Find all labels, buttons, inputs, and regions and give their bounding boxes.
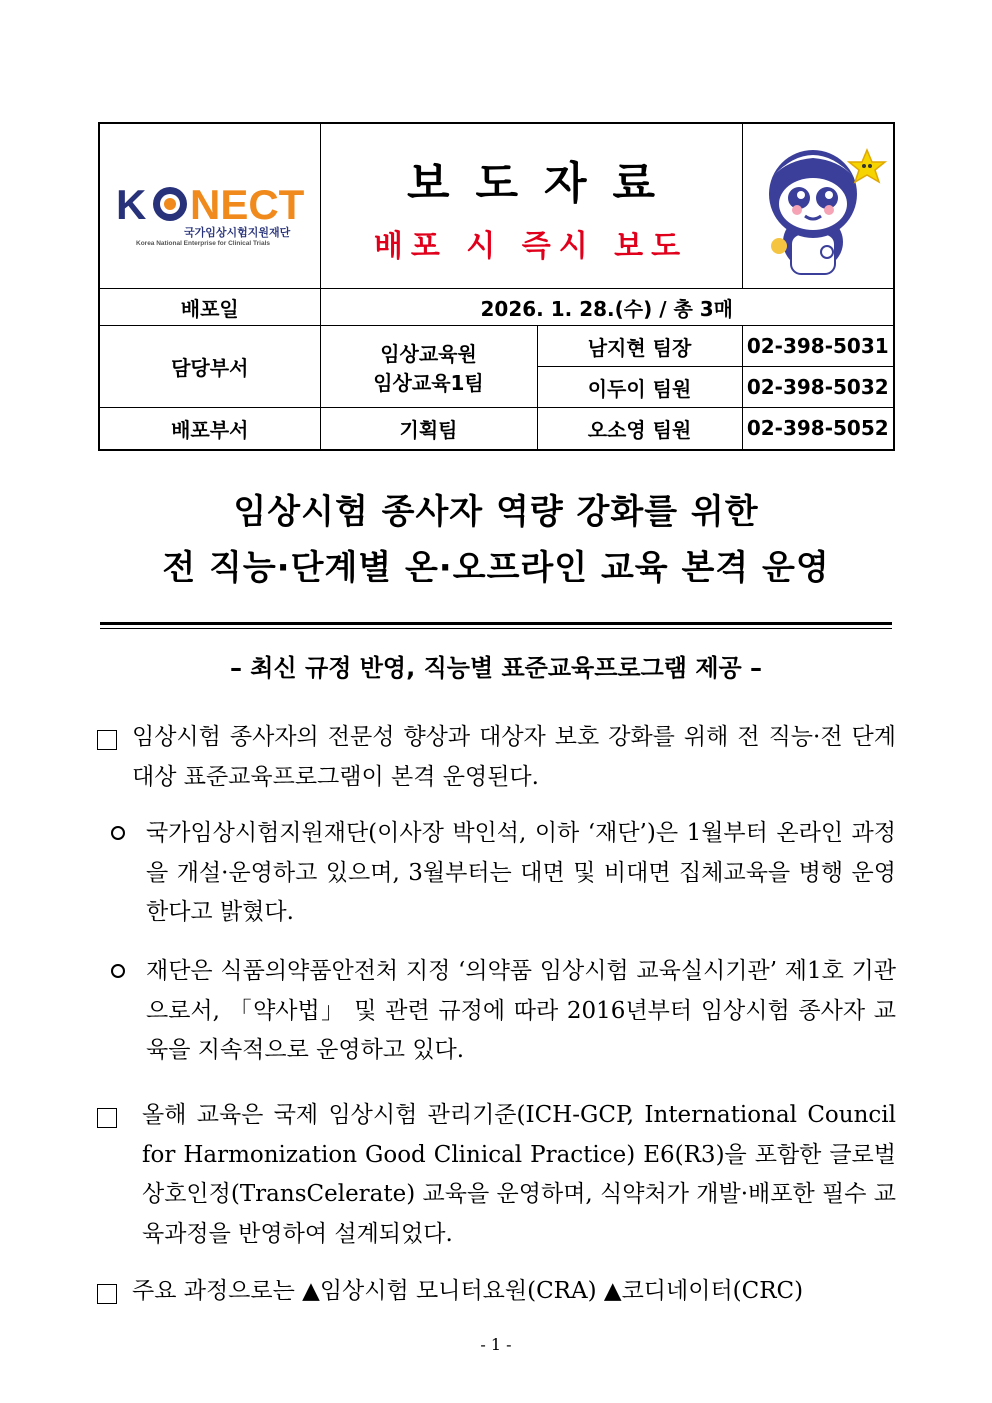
paragraph-1-sub-2: 재단은 식품의약품안전처 지정 ‘의약품 임상시험 교육실시기관’ 제1호 기관으로서, 「약사법」 및 관련 규정에 따라 2016년부터 임상시험 종사자 교육을 지속적으로 운영하고 있다.: [146, 958, 896, 1063]
mascot-character-icon: [743, 124, 895, 288]
box-bullet-icon: [97, 730, 117, 750]
box-bullet-icon: [97, 1108, 117, 1128]
logo-letter-k: K: [116, 181, 147, 228]
dept-name: [320, 326, 537, 408]
headline-line1: 임상시험 종사자 역량 강화를 위한: [233, 492, 759, 532]
paragraph-1: 임상시험 종사자의 전문성 향상과 대상자 보호 강화를 위해 전 직능·전 단계 대상 표준교육프로그램이 본격 운영된다.: [132, 724, 896, 790]
dist-label: 배포부서: [99, 408, 320, 450]
page-number: - 1 -: [480, 1335, 512, 1354]
contact-name: 남지현 팀장: [537, 326, 742, 367]
release-date-value: 2026. 1. 28.(수) / 총 3매: [320, 289, 894, 326]
dist-dept: 기획팀: [320, 408, 537, 450]
paragraph-2: 올해 교육은 국제 임상시험 관리기준(ICH-GCP, International Council for Harmonization Good Clinical Practice) E6(R3)을 포함한 글로벌 상호인정(TransCelerate) 교육을 운영하며, 식약처가 개발·배포한 필수 교육과정을 반영하여 설계되었다.: [142, 1102, 896, 1247]
divider-thick: [100, 622, 892, 625]
box-bullet-icon: [97, 1284, 117, 1304]
logo-letters-nect: NECT: [190, 181, 305, 228]
circle-bullet-icon: [111, 826, 125, 840]
divider-thin: [100, 628, 892, 629]
release-instruction: 배포 시 즉시 보도: [373, 229, 689, 264]
press-release-header-table: [98, 122, 895, 451]
logo-cell: [99, 123, 320, 289]
contact-name: 오소영 팀원: [537, 408, 742, 450]
dept-name-line1: 임상교육원: [380, 341, 477, 366]
dept-label: 담당부서: [99, 326, 320, 408]
headline-line2: 전 직능·단계별 온·오프라인 교육 본격 운영: [162, 548, 830, 588]
logo-org-english: Korea National Enterprise for Clinical Trials: [136, 240, 271, 247]
contact-name: 이두이 팀원: [537, 367, 742, 408]
release-date-label: 배포일: [99, 289, 320, 326]
page-title: 보도자료: [407, 158, 682, 209]
paragraph-1-sub-1: 국가임상시험지원재단(이사장 박인석, 이하 ‘재단’)은 1월부터 온라인 과정을 개설·운영하고 있으며, 3월부터는 대면 및 비대면 집체교육을 병행 운영한다고 밝혔다.: [146, 820, 896, 925]
mascot-cell: [742, 123, 894, 289]
dept-name-line2: 임상교육1팀: [373, 370, 484, 395]
contact-phone: 02-398-5052: [742, 408, 894, 450]
paragraph-3: 주요 과정으로는 ▲임상시험 모니터요원(CRA) ▲코디네이터(CRC): [132, 1278, 804, 1304]
konect-logo: [100, 124, 321, 288]
title-cell: [320, 123, 742, 289]
contact-phone: 02-398-5031: [742, 326, 894, 367]
circle-bullet-icon: [111, 964, 125, 978]
logo-org-name: 국가임상시험지원재단: [184, 226, 291, 239]
subheadline: – 최신 규정 반영, 직능별 표준교육프로그램 제공 –: [229, 654, 763, 682]
contact-phone: 02-398-5032: [742, 367, 894, 408]
